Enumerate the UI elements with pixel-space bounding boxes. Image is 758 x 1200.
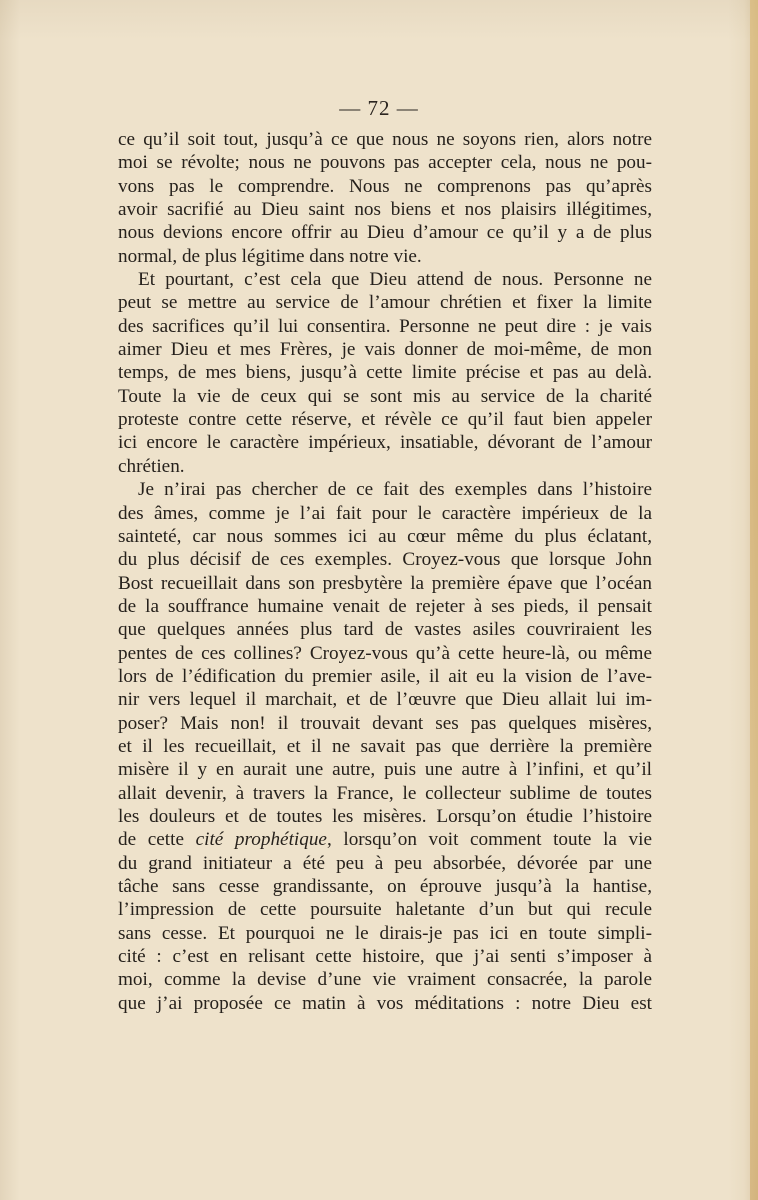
text-segment: de cette [118,829,196,851]
text-line: aimer Dieu et mes Frères, je vais donner de moi-même, de mon [118,339,652,361]
page-number: — 72 — [339,96,419,120]
text-line: ici encore le caractère impérieux, insatiable, dévorant de l’amour [118,432,652,454]
text-segment: , lorsqu’on voit comment toute la vie [326,829,652,851]
text-line: temps, de mes biens, jusqu’à cette limite précise et pas au delà. [118,362,652,384]
text-line: avoir sacrifié au Dieu saint nos biens et nos plaisirs illégitimes, [118,199,652,221]
text-line: nir vers lequel il marchait, et de l’œuvre que Dieu allait lui im- [118,689,652,711]
text-line [118,828,652,851]
text-line: sainteté, car nous sommes ici au cœur même du plus éclatant, [118,525,652,547]
text-line: que j’ai proposée ce matin à vos méditations : notre Dieu est [118,992,652,1014]
text-line: du plus décisif de ces exemples. Croyez-vous que lorsque John [118,549,652,571]
italic-phrase: cité prophétique [195,829,327,851]
text-line: des sacrifices qu’il lui consentira. Personne ne peut dire : je vais [118,315,652,337]
text-line: de la souffrance humaine venait de rejeter à ses pieds, il pensait [118,595,652,617]
text-line: des âmes, comme je l’ai fait pour le caractère impérieux de la [118,502,652,524]
text-line: les douleurs et de toutes les misères. Lorsqu’on étudie l’histoire [118,805,652,827]
text-line: l’impression de cette poursuite haletante d’un but qui recule [118,899,652,921]
text-line: chrétien. [118,455,185,477]
text-line: normal, de plus légitime dans notre vie. [118,245,422,267]
text-line: Bost recueillait dans son presbytère la première épave que l’océan [118,572,652,594]
text-line: cité : c’est en relisant cette histoire, que j’ai senti s’imposer à [118,946,652,968]
text-line: pentes de ces collines? Croyez-vous qu’à cette heure-là, ou même [118,642,652,664]
text-line: peut se mettre au service de l’amour chrétien et fixer la limite [118,292,652,314]
text-line: sans cesse. Et pourquoi ne le dirais-je pas ici en toute simpli- [118,922,652,944]
text-line: ce qu’il soit tout, jusqu’à ce que nous ne soyons rien, alors notre [118,129,652,150]
text-line: vons pas le comprendre. Nous ne comprenons pas qu’après [118,175,652,197]
body-text [118,128,652,1015]
text-line: lors de l’édification du premier asile, il ait eu la vision de l’ave- [118,665,652,687]
text-line: Toute la vie de ceux qui se sont mis au service de la charité [118,385,652,407]
page-edge-stain [750,0,758,1200]
text-line: Je n’irai pas chercher de ce fait des exemples dans l’histoire [138,479,652,501]
text-line: misère il y en aurait une autre, puis une autre à l’infini, et qu’il [118,759,652,781]
text-line: que quelques années plus tard de vastes asiles couvriraient les [118,619,652,641]
text-line: allait devenir, à travers la France, le collecteur sublime de toutes [118,782,652,804]
text-line: proteste contre cette réserve, et révèle ce qu’il faut bien appeler [118,409,652,431]
text-line: et il les recueillait, et il ne savait pas que derrière la première [118,735,652,757]
text-line: du grand initiateur a été peu à peu absorbée, dévorée par une [118,852,652,874]
text-line: moi se révolte; nous ne pouvons pas accepter cela, nous ne pou- [118,152,652,174]
text-line: moi, comme la devise d’une vie vraiment consacrée, la parole [118,969,652,991]
text-line: nous devions encore offrir au Dieu d’amour ce qu’il y a de plus [118,222,652,244]
text-line: tâche sans cesse grandissante, on éprouve jusqu’à la hantise, [118,876,652,897]
text-line: poser? Mais non! il trouvait devant ses pas quelques misères, [118,712,652,734]
text-line: Et pourtant, c’est cela que Dieu attend de nous. Personne ne [138,269,652,291]
